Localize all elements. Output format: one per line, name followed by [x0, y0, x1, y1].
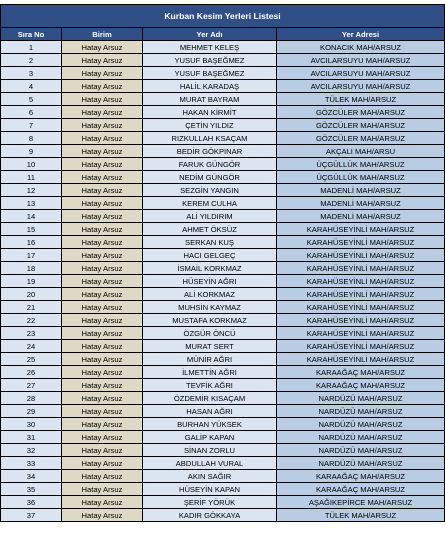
- row-yer-adi: ÖZGÜR ÖNCÜ: [143, 327, 277, 340]
- table-row: [1, 353, 445, 366]
- table-row: [1, 379, 445, 392]
- row-birim: Hatay Arsuz: [62, 353, 143, 366]
- row-yer-adi: MÜNİR AĞRI: [143, 353, 277, 366]
- row-yer-adresi: NARDÜZÜ MAH/ARSUZ: [277, 457, 445, 470]
- row-birim: Hatay Arsuz: [62, 236, 143, 249]
- row-sira-no: 4: [1, 80, 62, 93]
- row-yer-adi: HALİL KARADAŞ: [143, 80, 277, 93]
- row-yer-adi: BEDİR GÖKPINAR: [143, 145, 277, 158]
- row-yer-adi: ALİ YILDIRIM: [143, 210, 277, 223]
- row-sira-no: 22: [1, 314, 62, 327]
- row-sira-no: 30: [1, 418, 62, 431]
- row-sira-no: 8: [1, 132, 62, 145]
- row-yer-adresi: TÜLEK MAH/ARSUZ: [277, 509, 445, 522]
- row-yer-adi: SEZGİN YANGIN: [143, 184, 277, 197]
- row-yer-adresi: GÖZCÜLER MAH/ARSUZ: [277, 106, 445, 119]
- row-birim: Hatay Arsuz: [62, 210, 143, 223]
- row-birim: Hatay Arsuz: [62, 340, 143, 353]
- row-yer-adi: AHMET ÖKSÜZ: [143, 223, 277, 236]
- table-row: [1, 158, 445, 171]
- row-sira-no: 7: [1, 119, 62, 132]
- row-sira-no: 26: [1, 366, 62, 379]
- table-row: [1, 80, 445, 93]
- row-yer-adresi: KARAHÜSEYİNLİ MAH/ARSUZ: [277, 249, 445, 262]
- row-yer-adi: MURAT BAYRAM: [143, 93, 277, 106]
- row-yer-adresi: KARAHÜSEYİNLİ MAH/ARSUZ: [277, 301, 445, 314]
- row-yer-adresi: NARDÜZÜ MAH/ARSUZ: [277, 405, 445, 418]
- row-sira-no: 32: [1, 444, 62, 457]
- row-yer-adresi: GÖZCÜLER MAH/ARSUZ: [277, 132, 445, 145]
- row-birim: Hatay Arsuz: [62, 67, 143, 80]
- row-yer-adi: HÜSEYİN KAPAN: [143, 483, 277, 496]
- row-yer-adresi: MADENLİ MAH/ARSUZ: [277, 197, 445, 210]
- table-row: [1, 340, 445, 353]
- row-birim: Hatay Arsuz: [62, 262, 143, 275]
- row-birim: Hatay Arsuz: [62, 119, 143, 132]
- row-yer-adresi: KARAAĞAÇ MAH/ARSUZ: [277, 483, 445, 496]
- row-birim: Hatay Arsuz: [62, 496, 143, 509]
- row-birim: Hatay Arsuz: [62, 379, 143, 392]
- row-sira-no: 31: [1, 431, 62, 444]
- table-row: [1, 262, 445, 275]
- row-yer-adresi: KARAHÜSEYİNLİ MAH/ARSUZ: [277, 314, 445, 327]
- row-sira-no: 23: [1, 327, 62, 340]
- row-yer-adi: TEVFİK AĞRI: [143, 379, 277, 392]
- table-row: [1, 145, 445, 158]
- table-row: [1, 314, 445, 327]
- row-sira-no: 18: [1, 262, 62, 275]
- row-yer-adi: NEDİM GÜNGÖR: [143, 171, 277, 184]
- table-row: [1, 93, 445, 106]
- row-sira-no: 17: [1, 249, 62, 262]
- table-row: [1, 67, 445, 80]
- row-sira-no: 14: [1, 210, 62, 223]
- row-sira-no: 15: [1, 223, 62, 236]
- column-header-yer-adresi: Yer Adresi: [277, 28, 445, 41]
- row-sira-no: 27: [1, 379, 62, 392]
- column-header-yer-adi: Yer Adı: [143, 28, 277, 41]
- row-yer-adi: SERKAN KUŞ: [143, 236, 277, 249]
- row-yer-adresi: KARAAĞAÇ MAH/ARSUZ: [277, 470, 445, 483]
- table-row: [1, 431, 445, 444]
- row-birim: Hatay Arsuz: [62, 171, 143, 184]
- row-yer-adresi: ÜÇGÜLLÜK MAH/ARSUZ: [277, 158, 445, 171]
- row-yer-adresi: KONACIK MAH/ARSUZ: [277, 41, 445, 54]
- table-row: [1, 470, 445, 483]
- table-row: [1, 106, 445, 119]
- row-yer-adi: MURAT SERT: [143, 340, 277, 353]
- table-row: [1, 132, 445, 145]
- table-row: [1, 236, 445, 249]
- row-birim: Hatay Arsuz: [62, 275, 143, 288]
- row-yer-adresi: NARDÜZÜ MAH/ARSUZ: [277, 392, 445, 405]
- row-yer-adi: ŞERİF YÖRÜK: [143, 496, 277, 509]
- row-birim: Hatay Arsuz: [62, 132, 143, 145]
- table-row: [1, 197, 445, 210]
- row-yer-adi: GALİP KAPAN: [143, 431, 277, 444]
- table-row: [1, 405, 445, 418]
- row-yer-adi: KEREM CULHA: [143, 197, 277, 210]
- row-birim: Hatay Arsuz: [62, 366, 143, 379]
- row-sira-no: 37: [1, 509, 62, 522]
- row-sira-no: 13: [1, 197, 62, 210]
- table-title: Kurban Kesim Yerleri Listesi: [1, 5, 445, 28]
- table-row: [1, 509, 445, 522]
- row-sira-no: 10: [1, 158, 62, 171]
- column-header-birim: Birim: [62, 28, 143, 41]
- table-row: [1, 288, 445, 301]
- row-birim: Hatay Arsuz: [62, 457, 143, 470]
- table-row: [1, 41, 445, 54]
- table-row: [1, 184, 445, 197]
- row-sira-no: 11: [1, 171, 62, 184]
- table-row: [1, 366, 445, 379]
- row-yer-adresi: KARAHÜSEYİNLİ MAH/ARSUZ: [277, 327, 445, 340]
- row-sira-no: 28: [1, 392, 62, 405]
- row-birim: Hatay Arsuz: [62, 249, 143, 262]
- row-yer-adi: ÖZDEMİR KISAÇAM: [143, 392, 277, 405]
- row-sira-no: 3: [1, 67, 62, 80]
- row-yer-adresi: KARAHÜSEYİNLİ MAH/ARSUZ: [277, 275, 445, 288]
- row-birim: Hatay Arsuz: [62, 93, 143, 106]
- row-sira-no: 33: [1, 457, 62, 470]
- row-yer-adi: YUSUF BAŞEĞMEZ: [143, 54, 277, 67]
- row-yer-adi: ÇETİN YILDIZ: [143, 119, 277, 132]
- row-yer-adresi: NARDÜZÜ MAH/ARSUZ: [277, 418, 445, 431]
- row-sira-no: 20: [1, 288, 62, 301]
- table-row: [1, 223, 445, 236]
- row-birim: Hatay Arsuz: [62, 418, 143, 431]
- row-yer-adresi: AŞAĞIKEPİRCE MAH/ARSUZ: [277, 496, 445, 509]
- row-yer-adi: ALİ KORKMAZ: [143, 288, 277, 301]
- table-row: [1, 496, 445, 509]
- table-row: [1, 301, 445, 314]
- row-yer-adresi: TÜLEK MAH/ARSUZ: [277, 93, 445, 106]
- table-row: [1, 54, 445, 67]
- row-birim: Hatay Arsuz: [62, 301, 143, 314]
- table-row: [1, 327, 445, 340]
- row-birim: Hatay Arsuz: [62, 54, 143, 67]
- row-birim: Hatay Arsuz: [62, 106, 143, 119]
- row-yer-adi: HACI GELGEÇ: [143, 249, 277, 262]
- row-yer-adresi: AVCILARSUYU MAH/ARSUZ: [277, 67, 445, 80]
- row-yer-adi: İSMAİL KORKMAZ: [143, 262, 277, 275]
- row-sira-no: 9: [1, 145, 62, 158]
- row-yer-adi: FARUK GÜNGÖR: [143, 158, 277, 171]
- row-sira-no: 1: [1, 41, 62, 54]
- row-yer-adresi: KARAHÜSEYİNLİ MAH/ARSUZ: [277, 340, 445, 353]
- row-sira-no: 29: [1, 405, 62, 418]
- row-birim: Hatay Arsuz: [62, 158, 143, 171]
- row-yer-adresi: NARDÜZÜ MAH/ARSUZ: [277, 444, 445, 457]
- row-sira-no: 5: [1, 93, 62, 106]
- row-yer-adi: HASAN AĞRI: [143, 405, 277, 418]
- row-yer-adi: YUSUF BAŞEĞMEZ: [143, 67, 277, 80]
- row-birim: Hatay Arsuz: [62, 405, 143, 418]
- kesim-yerleri-table: [0, 4, 445, 522]
- row-yer-adi: İLMETTİN AĞRI: [143, 366, 277, 379]
- row-sira-no: 35: [1, 483, 62, 496]
- row-yer-adresi: AVCILARSUYU MAH/ARSUZ: [277, 54, 445, 67]
- column-header-sira-no: Sıra No: [1, 28, 62, 41]
- row-yer-adi: AKIN SAĞIR: [143, 470, 277, 483]
- row-sira-no: 6: [1, 106, 62, 119]
- table-row: [1, 249, 445, 262]
- row-yer-adi: SİNAN ZORLU: [143, 444, 277, 457]
- table-row: [1, 275, 445, 288]
- row-yer-adi: RIZKULLAH KSAÇAM: [143, 132, 277, 145]
- table-row: [1, 171, 445, 184]
- row-birim: Hatay Arsuz: [62, 509, 143, 522]
- row-yer-adi: HAKAN KİRMİT: [143, 106, 277, 119]
- row-birim: Hatay Arsuz: [62, 41, 143, 54]
- row-yer-adi: MUHSİN KAYMAZ: [143, 301, 277, 314]
- row-birim: Hatay Arsuz: [62, 431, 143, 444]
- row-birim: Hatay Arsuz: [62, 288, 143, 301]
- header-row: [1, 28, 445, 41]
- row-yer-adresi: KARAHÜSEYİNLİ MAH/ARSUZ: [277, 288, 445, 301]
- row-birim: Hatay Arsuz: [62, 314, 143, 327]
- row-sira-no: 36: [1, 496, 62, 509]
- row-yer-adresi: KARAHÜSEYİNLİ MAH/ARSUZ: [277, 236, 445, 249]
- row-yer-adi: HÜSEYİN AĞRI: [143, 275, 277, 288]
- table-row: [1, 210, 445, 223]
- row-yer-adresi: KARAHÜSEYİNLİ MAH/ARSUZ: [277, 353, 445, 366]
- row-birim: Hatay Arsuz: [62, 197, 143, 210]
- row-yer-adresi: KARAHÜSEYİNLİ MAH/ARSUZ: [277, 262, 445, 275]
- table-row: [1, 392, 445, 405]
- row-birim: Hatay Arsuz: [62, 145, 143, 158]
- row-yer-adresi: KARAHÜSEYİNLİ MAH/ARSUZ: [277, 223, 445, 236]
- table-row: [1, 119, 445, 132]
- row-sira-no: 24: [1, 340, 62, 353]
- row-sira-no: 34: [1, 470, 62, 483]
- row-sira-no: 25: [1, 353, 62, 366]
- row-yer-adresi: AVCILARSUYU MAH/ARSUZ: [277, 80, 445, 93]
- row-yer-adresi: NARDÜZÜ MAH/ARSUZ: [277, 431, 445, 444]
- table-row: [1, 418, 445, 431]
- row-sira-no: 21: [1, 301, 62, 314]
- row-yer-adi: ABDULLAH VURAL: [143, 457, 277, 470]
- row-yer-adresi: MADENLİ MAH/ARSUZ: [277, 210, 445, 223]
- table-row: [1, 444, 445, 457]
- row-yer-adresi: AKÇALI MAH/ARSU: [277, 145, 445, 158]
- row-sira-no: 12: [1, 184, 62, 197]
- row-sira-no: 19: [1, 275, 62, 288]
- row-yer-adresi: MADENLİ MAH/ARSUZ: [277, 184, 445, 197]
- row-yer-adi: MEHMET KELEŞ: [143, 41, 277, 54]
- title-row: [1, 5, 445, 28]
- row-birim: Hatay Arsuz: [62, 392, 143, 405]
- row-birim: Hatay Arsuz: [62, 80, 143, 93]
- row-sira-no: 2: [1, 54, 62, 67]
- spreadsheet: [0, 4, 444, 522]
- row-yer-adi: KADIR GÖKKAYA: [143, 509, 277, 522]
- row-yer-adresi: KARAAĞAÇ MAH/ARSUZ: [277, 379, 445, 392]
- row-birim: Hatay Arsuz: [62, 223, 143, 236]
- row-birim: Hatay Arsuz: [62, 470, 143, 483]
- row-birim: Hatay Arsuz: [62, 483, 143, 496]
- row-yer-adi: MUSTAFA KORKMAZ: [143, 314, 277, 327]
- row-yer-adresi: ÜÇGÜLLÜK MAH/ARSUZ: [277, 171, 445, 184]
- row-yer-adresi: KARAAĞAÇ MAH/ARSUZ: [277, 366, 445, 379]
- table-row: [1, 457, 445, 470]
- row-birim: Hatay Arsuz: [62, 327, 143, 340]
- row-birim: Hatay Arsuz: [62, 184, 143, 197]
- table-row: [1, 483, 445, 496]
- row-birim: Hatay Arsuz: [62, 444, 143, 457]
- row-yer-adresi: GÖZCÜLER MAH/ARSUZ: [277, 119, 445, 132]
- table-body: [1, 41, 445, 522]
- row-sira-no: 16: [1, 236, 62, 249]
- row-yer-adi: BURHAN YÜKSEK: [143, 418, 277, 431]
